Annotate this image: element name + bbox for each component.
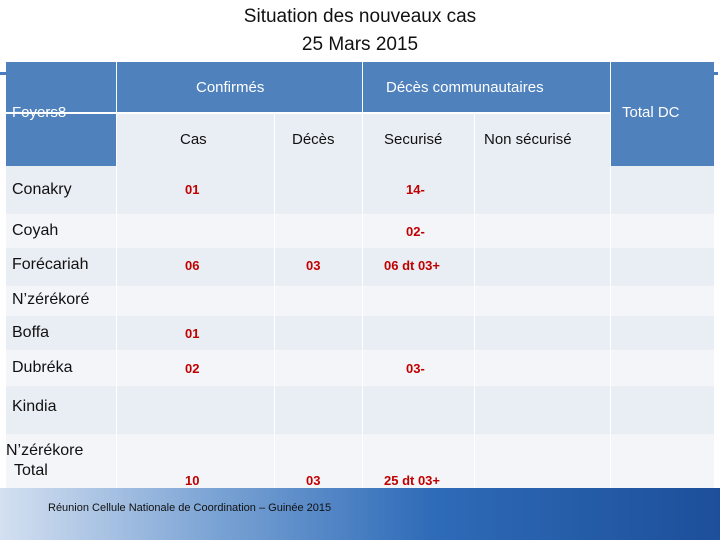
row-label-forecariah: Forécariah <box>12 256 89 273</box>
row-label-coyah: Coyah <box>12 222 59 239</box>
row-band-5 <box>6 316 714 350</box>
header-securise: Securisé <box>384 131 443 148</box>
row-band-7 <box>6 386 714 434</box>
row-band-8 <box>6 434 714 488</box>
row-label-nzerekore: N’zérékoré <box>12 291 90 308</box>
col-divider-4 <box>474 112 475 488</box>
header-confirmes: Confirmés <box>196 79 265 96</box>
dc-value-total: 25 dt 03+ <box>384 473 441 488</box>
cas-value-forecariah: 06 <box>185 258 200 273</box>
cas-value-boffa: 01 <box>185 326 200 341</box>
slide-title-line2: 25 Mars 2015 <box>301 34 419 55</box>
dc-value-dubreka: 03- <box>406 361 425 376</box>
row-band-6 <box>6 350 714 386</box>
header-divider <box>6 112 610 114</box>
dc-value-forecariah: 06 dt 03+ <box>384 258 441 273</box>
row-band-4 <box>6 286 714 316</box>
cas-value-total: 10 <box>185 473 200 488</box>
row-label-kindia: Kindia <box>12 398 57 415</box>
footer-band <box>0 488 720 540</box>
deces-value-total: 03 <box>306 473 321 488</box>
header-foyers: Foyers8 <box>12 104 67 121</box>
header-non-securise: Non sécurisé <box>484 131 572 148</box>
row-band-2 <box>6 214 714 248</box>
cas-value-conakry: 01 <box>185 182 200 197</box>
dc-value-conakry: 14- <box>406 182 425 197</box>
header-deces: Décès <box>292 131 335 148</box>
header-deces-communautaires: Décès communautaires <box>386 79 544 96</box>
footer-text: Réunion Cellule Nationale de Coordination – Guinée 2015 <box>48 502 332 514</box>
row-label-boffa: Boffa <box>12 324 50 341</box>
dc-value-coyah: 02- <box>406 224 425 239</box>
header-total-dc: Total DC <box>622 104 680 121</box>
cas-value-dubreka: 02 <box>185 361 200 376</box>
row-label-conakry: Conakry <box>12 181 72 198</box>
row-label-total: Total <box>14 462 48 479</box>
col-divider-1 <box>116 62 117 488</box>
row-band-3 <box>6 248 714 286</box>
row-label-nzerekore-2: N’zérékore <box>6 442 84 459</box>
row-label-dubreka: Dubréka <box>12 359 73 376</box>
header-cas: Cas <box>180 131 207 148</box>
col-divider-5 <box>610 62 611 488</box>
row-band-1 <box>6 166 714 214</box>
col-divider-3 <box>362 62 363 488</box>
col-divider-2 <box>274 112 275 488</box>
slide-title-line1: Situation des nouveaux cas <box>243 6 477 27</box>
deces-value-forecariah: 03 <box>306 258 321 273</box>
